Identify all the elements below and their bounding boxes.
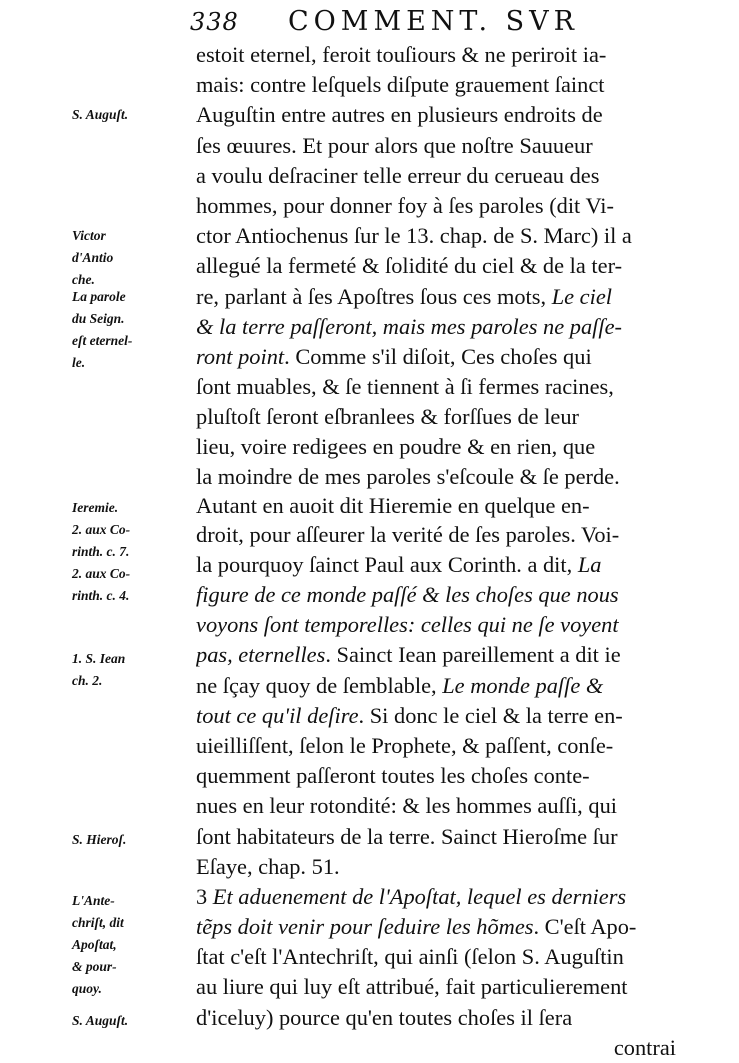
margin-note-line: S. Hieroſ. — [72, 832, 127, 848]
margin-note-line: Ieremie. — [72, 500, 119, 515]
text-segment: uieilliſſent, ſelon le Prophete, & paſſent, conſe- — [196, 732, 614, 758]
text-line — [196, 912, 682, 942]
italic-segment: voyons ſont temporelles: celles qui ne ſe voyent — [196, 612, 619, 638]
margin-note-line: rinth. c. 7. — [72, 544, 130, 559]
italic-segment: Le monde paſſe & — [442, 672, 604, 698]
text-segment: a voulu deſraciner telle erreur du cerueau des — [196, 162, 600, 188]
text-line — [196, 372, 682, 402]
text-line — [196, 131, 682, 161]
text-segment: allegué la fermeté & ſolidité du ciel & de la ter- — [196, 253, 623, 279]
text-segment: hommes, pour donner foy à ſes paroles (dit Vi- — [196, 192, 614, 218]
text-line — [196, 942, 682, 972]
text-segment: ſtat c'eſt l'Antechriſt, qui ainſi (ſelon S. Auguſtin — [196, 944, 624, 970]
text-line — [196, 463, 682, 491]
margin-note-line: chriſt, dit — [72, 914, 124, 930]
text-line — [196, 191, 682, 221]
text-line — [196, 701, 682, 731]
text-segment: ſont muables, & ſe tiennent à ſi fermes racines, — [196, 374, 614, 400]
margin-note-line: d'Antio — [72, 250, 114, 266]
text-segment: pluſtoſt ſeront eſbranlees & forſſues de leur — [196, 404, 580, 430]
text-segment: lieu, voire redigees en poudre & en rien, que — [196, 434, 596, 460]
margin-note-line: quoy. — [72, 980, 102, 996]
margin-note — [72, 648, 192, 692]
text-line — [196, 550, 682, 580]
margin-note-line: le. — [72, 354, 86, 370]
margin-note-line: S. Auguſt. — [72, 107, 129, 123]
margin-note — [72, 225, 192, 291]
italic-segment: tout ce qu'il deſire — [196, 702, 359, 728]
italic-segment: & la terre paſſeront, mais mes paroles ne paſſe- — [196, 313, 622, 339]
text-segment: d'iceluy) pource qu'en toutes choſes il ſera — [196, 1004, 573, 1030]
margin-note-line: 2. aux Co- — [72, 522, 131, 537]
text-segment: re, parlant à ſes Apoſtres ſous ces mots, — [196, 283, 552, 309]
italic-segment: La — [577, 551, 602, 577]
margin-notes-column — [0, 0, 196, 1029]
text-line — [196, 221, 682, 251]
text-line — [196, 580, 682, 610]
text-line — [196, 251, 682, 281]
margin-note-line: Victor — [72, 228, 106, 244]
text-line — [196, 40, 682, 70]
margin-note-line: La parole — [72, 288, 126, 304]
text-line — [196, 161, 682, 191]
text-segment: . Sainct Iean pareillement a dit ie — [325, 642, 621, 668]
text-line — [196, 70, 682, 100]
text-line — [196, 731, 682, 761]
margin-note-line: & pour- — [72, 958, 117, 974]
text-segment: quemment paſſeront toutes les choſes conte- — [196, 763, 590, 789]
text-line — [196, 282, 682, 312]
margin-note — [72, 497, 192, 607]
margin-note-line: che. — [72, 272, 95, 288]
text-segment: Auguſtin entre autres en plusieurs endroits de — [196, 102, 603, 128]
text-line — [196, 491, 682, 520]
italic-segment: tẽps doit venir pour ſeduire les hõmes — [196, 914, 534, 940]
text-line — [196, 432, 682, 462]
text-segment: ne ſçay quoy de ſemblable, — [196, 672, 443, 698]
margin-note — [72, 1010, 192, 1032]
margin-note-line: rinth. c. 4. — [72, 588, 130, 603]
text-segment: la moindre de mes paroles s'eſcoule & ſe perde. — [196, 463, 620, 489]
text-segment: contrai — [613, 1034, 676, 1060]
text-line — [196, 791, 682, 821]
page-header — [190, 6, 660, 42]
text-line — [196, 1003, 682, 1033]
text-line — [196, 640, 682, 670]
margin-note-line: du Seign. — [72, 310, 125, 326]
text-segment: . Si donc le ciel & la terre en- — [358, 702, 623, 728]
text-line — [196, 882, 682, 912]
margin-note — [72, 890, 192, 1000]
text-segment: ſont habitateurs de la terre. Sainct Hieroſme ſur — [196, 823, 618, 849]
text-segment: au liure qui luy eſt attribué, fait particulierement — [196, 974, 628, 1000]
text-line — [196, 671, 682, 701]
text-segment: ſes œuures. Et pour alors que noſtre Sauueur — [196, 132, 593, 158]
margin-note — [72, 104, 192, 126]
body-text — [196, 40, 682, 1063]
text-segment: mais: contre leſquels diſpute grauement ſainct — [196, 72, 605, 98]
text-line — [196, 342, 682, 372]
margin-note-line: S. Auguſt. — [72, 1013, 129, 1029]
text-segment: la pourquoy ſainct Paul aux Corinth. a dit, — [196, 551, 578, 577]
text-segment: Eſaye, chap. 51. — [196, 853, 340, 879]
italic-segment: Et aduenement de l'Apoſtat, lequel es derniers — [212, 883, 627, 909]
italic-segment: pas, eternelles — [196, 642, 326, 668]
margin-note-line: 1. S. Iean — [72, 651, 126, 666]
margin-note-line: eſt eternel- — [72, 332, 133, 348]
text-segment: . Comme s'il diſoit, Ces choſes qui — [284, 343, 592, 369]
text-line — [196, 610, 682, 640]
text-line — [196, 100, 682, 130]
text-line — [196, 852, 682, 882]
margin-note-line: Apoſtat, — [72, 936, 117, 952]
margin-note-line: L'Ante- — [72, 892, 115, 908]
margin-note — [72, 286, 192, 374]
margin-note-line: 2. aux Co- — [72, 566, 131, 581]
text-line — [196, 520, 682, 550]
italic-segment: figure de ce monde paſſé & les choſes que nous — [196, 582, 619, 607]
text-segment: nues en leur rotondité: & les hommes auſſi, qui — [196, 793, 617, 819]
text-line — [196, 312, 682, 342]
text-line — [196, 822, 682, 852]
italic-segment: Le ciel — [551, 283, 612, 309]
text-line — [196, 972, 682, 1002]
text-segment: estoit eternel, feroit touſiours & ne periroit ia- — [196, 42, 607, 67]
text-segment: droit, pour aſſeurer la verité de ſes paroles. Voi- — [196, 521, 620, 547]
page-number: 338 — [190, 8, 239, 36]
text-segment: Autant en auoit dit Hieremie en quelque en- — [196, 492, 590, 518]
italic-segment: ront point — [196, 343, 285, 369]
text-segment: . C'eſt Apo- — [533, 914, 637, 940]
text-line — [196, 402, 682, 432]
running-head: COMMENT. SVR — [288, 6, 579, 37]
margin-note — [72, 829, 192, 851]
text-segment: 3 — [196, 883, 213, 909]
text-line — [196, 761, 682, 791]
margin-note-line: ch. 2. — [72, 673, 103, 688]
text-segment: ctor Antiochenus ſur le 13. chap. de S. Marc) il a — [196, 223, 632, 249]
text-line — [196, 1033, 682, 1063]
